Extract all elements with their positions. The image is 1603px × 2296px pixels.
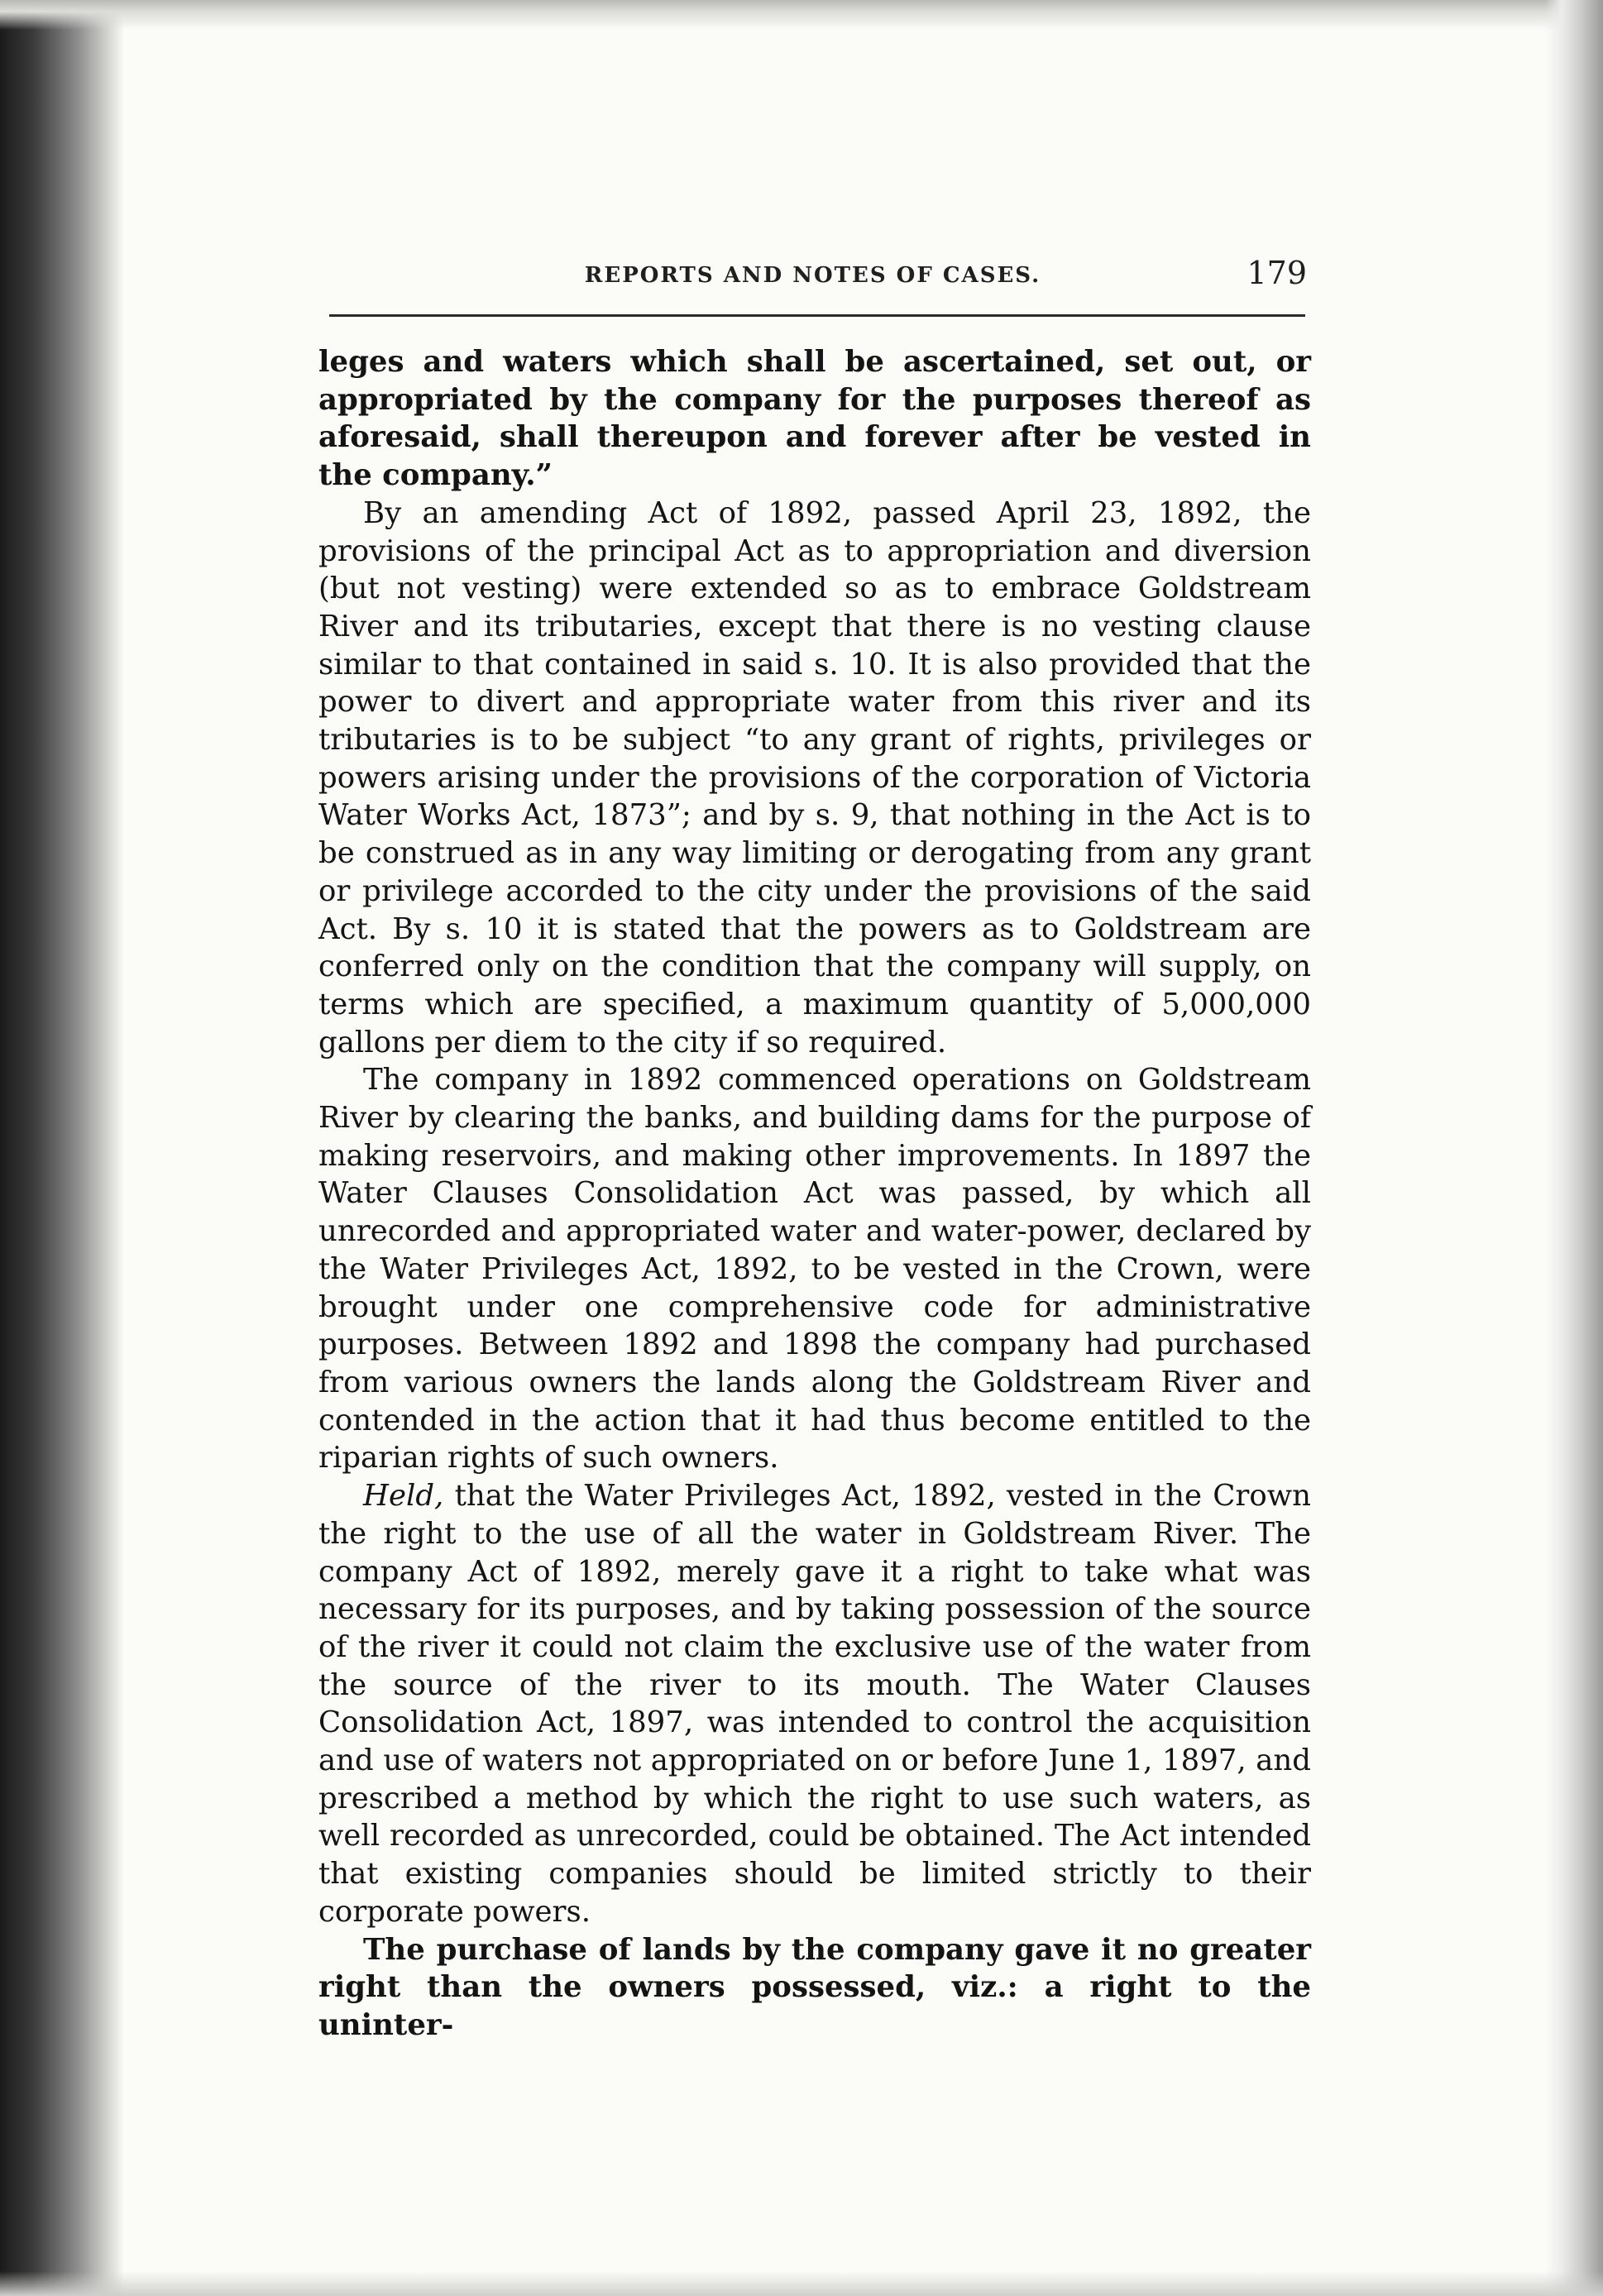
- paragraph-operations: The company in 1892 commenced operations on Goldstream River by clearing the banks, and building dams for the purpose of making reservoirs, and making other improvements. In 1897 the Water Clauses Consolidation Act was passed, by which all unrecorded and appropriated water and water-power, declared by the Water Privileges Act, 1892, to be vested in the Crown, were brought under one comprehensive code for administrative purposes. Between 1892 and 1898 the company had purchased from various owners the lands along the Goldstream River and contended in the action that it had thus become entitled to the riparian rights of such owners.: [318, 1063, 1311, 1476]
- running-title: REPORTS AND NOTES OF CASES.: [584, 263, 1041, 288]
- paragraph-purchase: The purchase of lands by the company gave it no greater right than the owners possessed, viz.: a right to the uninter-: [318, 1932, 1311, 2042]
- binding-shadow-left: [0, 0, 124, 2296]
- header-rule: [329, 314, 1305, 317]
- body-text: [318, 343, 1311, 2045]
- paragraph-held: [318, 1477, 1311, 1930]
- paragraph-amending-act: By an amending Act of 1892, passed April 23, 1892, the provisions of the principal Act as to appropriation and diversion (but not vesting) were extended so as to embrace Goldstream River and its tributaries, except that there is no vesting clause similar to that contained in said s. 10. It is also provided that the power to divert and appropriate water from this river and its tributaries is to be subject “to any grant of rights, privileges or powers arising under the provisions of the corporation of Victoria Water Works Act, 1873”; and by s. 9, that nothing in the Act is to be construed as in any way limiting or derogating from any grant or privilege accorded to the city under the provisions of the said Act. By s. 10 it is stated that the powers as to Goldstream are conferred only on the condition that the company will supply, on terms which are specified, a maximum quantity of 5,000,000 gallons per diem to the city if so required.: [318, 495, 1311, 1060]
- page-number: 179: [1247, 255, 1307, 291]
- page-header: [318, 248, 1307, 306]
- page-edge-right: [1545, 0, 1603, 2296]
- paragraph-continuation: leges and waters which shall be ascertained, set out, or appropriated by the company for the purposes thereof as aforesaid, shall thereupon and forever after be vested in the company.”: [318, 345, 1311, 493]
- held-label: Held,: [363, 1479, 444, 1514]
- page-edge-bottom: [0, 2271, 1603, 2296]
- page-edge-top: [0, 0, 1603, 30]
- held-text: that the Water Privileges Act, 1892, vested in the Crown the right to the use of all the water in Goldstream River. The company Act of 1892, merely gave it a right to take what was necessary for its purposes, and by taking possession of the source of the river it could not claim the exclusive use of the water from the source of the river to its mouth. The Water Clauses Consolidation Act, 1897, was intended to control the acquisition and use of waters not appropriated on or before June 1, 1897, and prescribed a method by which the right to use such waters, as well recorded as unrecorded, could be obtained. The Act intended that existing companies should be limited strictly to their corporate powers.: [318, 1479, 1311, 1929]
